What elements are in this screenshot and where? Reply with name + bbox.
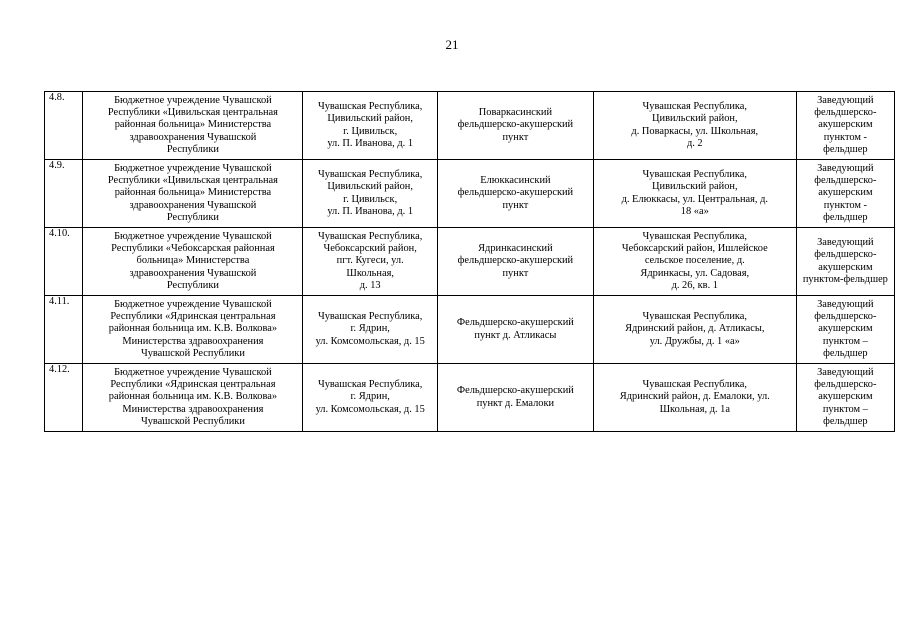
institution-address-cell xyxy=(303,160,438,228)
point-name-cell xyxy=(437,92,593,160)
cell-text-line: районная больница им. К.В. Волкова» xyxy=(108,391,278,403)
cell-text-line: Чувашской Республики xyxy=(140,415,245,427)
cell-text-line: фельдшер xyxy=(823,143,868,155)
cell-text-line: д. Елюккасы, ул. Центральная, д. xyxy=(621,193,768,205)
institution-cell xyxy=(83,160,303,228)
institution-cell xyxy=(83,296,303,364)
institution-cell xyxy=(83,364,303,432)
cell-text-line: Заведующий xyxy=(817,162,874,174)
cell-text-line: Министерства здравоохранения xyxy=(122,335,264,347)
cell-text-line: ул. Дружбы, д. 1 «а» xyxy=(649,335,740,347)
cell-text-line: Чувашская Республика, xyxy=(642,101,747,113)
cell-text-line: Министерства здравоохранения xyxy=(122,403,264,415)
point-address-cell xyxy=(593,160,796,228)
cell-text-line: Заведующий xyxy=(817,366,874,378)
cell-text-line: пгт. Кугеси, ул. xyxy=(336,255,404,267)
cell-text-line: Бюджетное учреждение Чувашской xyxy=(114,162,272,174)
institution-cell xyxy=(83,228,303,296)
cell-text-line: Цивильский район, xyxy=(327,113,413,125)
cell-text-line: г. Цивильск, xyxy=(343,125,398,137)
cell-text-line: Фельдшерско-акушерский xyxy=(456,317,574,329)
cell-text-line: здравоохранения Чувашской xyxy=(129,267,257,279)
cell-text-line: здравоохранения Чувашской xyxy=(129,131,257,143)
cell-text-line: сельское поселение, д. xyxy=(644,255,745,267)
cell-text-line: Бюджетное учреждение Чувашской xyxy=(114,230,272,242)
cell-text-line: Бюджетное учреждение Чувашской xyxy=(114,298,272,310)
cell-text-line: Чувашская Республика, xyxy=(317,230,423,242)
cell-text-line: Заведующий xyxy=(817,94,874,106)
institution-cell xyxy=(83,92,303,160)
cell-text-line: д. 13 xyxy=(359,279,381,291)
cell-text-line: Республики xyxy=(166,211,219,223)
table-row xyxy=(45,296,895,364)
point-name-cell xyxy=(437,160,593,228)
cell-text-line: районная больница» Министерства xyxy=(114,119,272,131)
cell-text-line: пунктом – xyxy=(822,335,868,347)
cell-text-line: Чувашская Республика, xyxy=(317,101,423,113)
cell-text-line: ул. П. Иванова, д. 1 xyxy=(327,137,414,149)
cell-text-line: Республики «Чебоксарская районная xyxy=(111,243,275,255)
cell-text-line: пунктом-фельдшер xyxy=(802,273,888,285)
cell-text-line: Бюджетное учреждение Чувашской xyxy=(114,366,272,378)
cell-text-line: г. Цивильск, xyxy=(343,193,398,205)
cell-text-line: пунктом – xyxy=(822,403,868,415)
cell-text-line: Чувашской Республики xyxy=(140,347,245,359)
cell-text-line: Школьная, xyxy=(346,267,394,279)
cell-text-line: фельдшер xyxy=(823,211,868,223)
cell-text-line: пунктом - xyxy=(823,131,867,143)
cell-text-line: д. Поваркасы, ул. Школьная, xyxy=(631,125,759,137)
point-address-cell xyxy=(593,228,796,296)
cell-text-line: фельдшерско- xyxy=(814,175,877,187)
cell-text-line: Чувашская Республика, xyxy=(642,311,747,323)
cell-text-line: акушерским xyxy=(818,119,873,131)
facilities-table xyxy=(44,91,895,432)
institution-address-cell xyxy=(303,92,438,160)
position-cell xyxy=(796,92,894,160)
point-name-cell xyxy=(437,364,593,432)
cell-text-line: Заведующий xyxy=(817,298,874,310)
cell-text-line: Республики xyxy=(166,143,219,155)
cell-text-line: фельдшерско-акушерский xyxy=(457,255,574,267)
cell-text-line: пункт xyxy=(502,267,529,279)
cell-text-line: Школьная, д. 1а xyxy=(659,403,730,415)
cell-text-line: акушерским xyxy=(818,187,873,199)
cell-text-line: г. Ядрин, xyxy=(350,391,390,403)
cell-text-line: Республики xyxy=(166,279,219,291)
cell-text-line: ул. Комсомольская, д. 15 xyxy=(315,403,425,415)
table-body xyxy=(45,92,895,432)
institution-address-cell xyxy=(303,296,438,364)
cell-text-line: Заведующий xyxy=(817,237,874,249)
institution-address-cell xyxy=(303,364,438,432)
table-row xyxy=(45,228,895,296)
cell-text-line: Ядринкасы, ул. Садовая, xyxy=(640,267,750,279)
cell-text-line: Ядринский район, д. Емалоки, ул. xyxy=(619,391,770,403)
cell-text-line: Республики «Цивильская центральная xyxy=(107,175,278,187)
position-cell xyxy=(796,160,894,228)
cell-text-line: Чувашская Республика, xyxy=(642,230,747,242)
cell-text-line: Республики «Ядринская центральная xyxy=(110,311,276,323)
cell-text-line: районная больница» Министерства xyxy=(114,187,272,199)
cell-text-line: Ядринкасинский xyxy=(478,243,553,255)
row-number-cell: 4.12. xyxy=(45,364,83,432)
cell-text-line: фельдшерско-акушерский xyxy=(457,119,574,131)
cell-text-line: ул. Комсомольская, д. 15 xyxy=(315,335,425,347)
page-number: 21 xyxy=(445,37,459,52)
row-number-cell: 4.10. xyxy=(45,228,83,296)
cell-text-line: фельдшер xyxy=(823,415,868,427)
table-row xyxy=(45,160,895,228)
point-name-cell xyxy=(437,296,593,364)
point-address-cell xyxy=(593,296,796,364)
point-address-cell xyxy=(593,92,796,160)
institution-address-cell xyxy=(303,228,438,296)
cell-text-line: акушерским xyxy=(818,261,873,273)
cell-text-line: фельдшерско- xyxy=(814,107,877,119)
table-row xyxy=(45,92,895,160)
row-number-cell: 4.9. xyxy=(45,160,83,228)
cell-text-line: Чебоксарский район, Ишлейское xyxy=(621,243,768,255)
cell-text-line: фельдшерско- xyxy=(814,311,877,323)
cell-text-line: больница» Министерства xyxy=(136,255,250,267)
cell-text-line: Чувашская Республика, xyxy=(642,379,747,391)
cell-text-line: акушерским xyxy=(818,391,873,403)
cell-text-line: фельдшерско- xyxy=(814,249,877,261)
cell-text-line: пункт xyxy=(502,131,529,143)
row-number-cell: 4.11. xyxy=(45,296,83,364)
position-cell xyxy=(796,364,894,432)
cell-text-line: пункт д. Атликасы xyxy=(474,329,557,341)
cell-text-line: Чувашская Республика, xyxy=(642,169,747,181)
cell-text-line: Фельдшерско-акушерский xyxy=(456,385,574,397)
position-cell xyxy=(796,228,894,296)
cell-text-line: Цивильский район, xyxy=(652,113,738,125)
table-row xyxy=(45,364,895,432)
cell-text-line: Чувашская Республика, xyxy=(317,379,423,391)
cell-text-line: 18 «а» xyxy=(680,205,709,217)
cell-text-line: ул. П. Иванова, д. 1 xyxy=(327,205,414,217)
cell-text-line: Чебоксарский район, xyxy=(323,243,417,255)
cell-text-line: пункт д. Емалоки xyxy=(476,397,555,409)
cell-text-line: г. Ядрин, xyxy=(350,323,390,335)
cell-text-line: Цивильский район, xyxy=(652,181,738,193)
cell-text-line: д. 26, кв. 1 xyxy=(671,279,718,291)
cell-text-line: фельдшерско-акушерский xyxy=(457,187,574,199)
cell-text-line: Ядринский район, д. Атликасы, xyxy=(625,323,765,335)
cell-text-line: пункт xyxy=(502,199,529,211)
cell-text-line: Поваркасинский xyxy=(478,107,553,119)
cell-text-line: Республики «Цивильская центральная xyxy=(107,107,278,119)
cell-text-line: акушерским xyxy=(818,323,873,335)
cell-text-line: Чувашская Республика, xyxy=(317,169,423,181)
cell-text-line: здравоохранения Чувашской xyxy=(129,199,257,211)
cell-text-line: Цивильский район, xyxy=(327,181,413,193)
row-number-cell: 4.8. xyxy=(45,92,83,160)
position-cell xyxy=(796,296,894,364)
cell-text-line: Бюджетное учреждение Чувашской xyxy=(114,94,272,106)
point-name-cell xyxy=(437,228,593,296)
cell-text-line: пунктом - xyxy=(823,199,867,211)
cell-text-line: Чувашская Республика, xyxy=(317,311,423,323)
cell-text-line: фельдшерско- xyxy=(814,379,877,391)
cell-text-line: фельдшер xyxy=(823,347,868,359)
cell-text-line: д. 2 xyxy=(686,137,703,149)
cell-text-line: районная больница им. К.В. Волкова» xyxy=(108,323,278,335)
cell-text-line: Республики «Ядринская центральная xyxy=(110,379,276,391)
cell-text-line: Елюккасинский xyxy=(480,175,551,187)
point-address-cell xyxy=(593,364,796,432)
